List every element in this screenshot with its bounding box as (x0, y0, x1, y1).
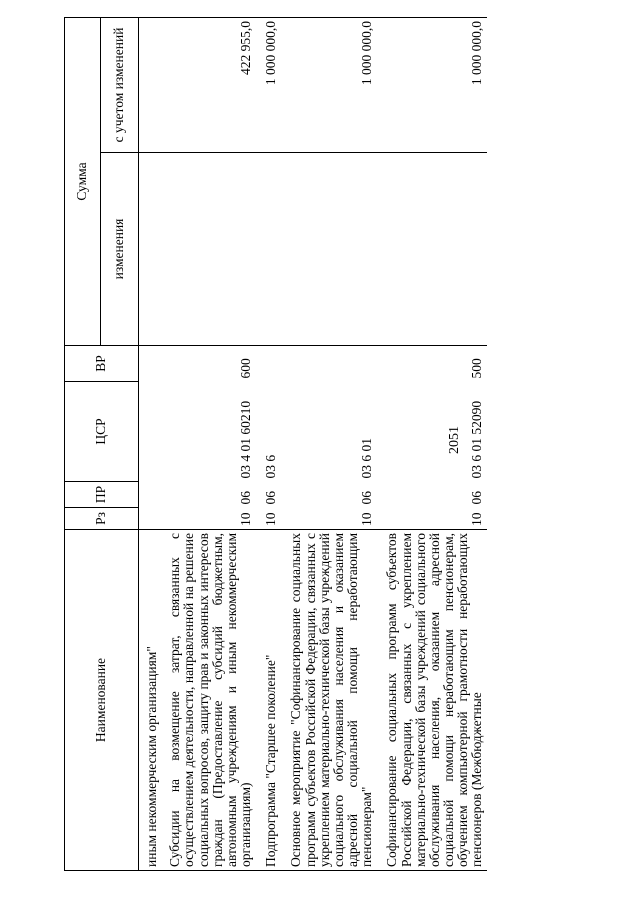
row-vr (139, 346, 160, 382)
row-rz: 10 (469, 512, 485, 526)
row-rz: 10 (263, 512, 279, 526)
row-changes (376, 153, 486, 346)
header-changes: изменения (101, 153, 139, 346)
row-changes (159, 153, 255, 346)
page-number: 2051 (447, 426, 462, 454)
row-csr: 03 4 01 60210 (238, 400, 254, 479)
table-row (159, 17, 255, 870)
row-csr: 03 6 01 (359, 438, 375, 479)
row-csr: 03 6 (263, 454, 279, 479)
header-vr: ВР (65, 346, 139, 382)
row-rz: 10 (359, 512, 375, 526)
header-rz: Рз (65, 508, 139, 530)
row-vr (255, 346, 280, 382)
table-row (280, 17, 376, 870)
header-with-changes: с учетом изменений (101, 17, 139, 152)
header-sum: Сумма (65, 17, 101, 345)
row-vr: 500 (376, 346, 486, 382)
row-total: 1 000 000,0 (280, 17, 376, 152)
row-name: Субсидии на возмещение затрат, связанных с осуществлением деятельности, направленной на решение социальных вопросов, защиту прав и законных интересов граждан (Предоставление субсидий бюджетным, автономным учреждениям и иным некоммерческим организациям) (159, 530, 255, 871)
budget-table (64, 17, 487, 871)
row-changes (280, 153, 376, 346)
row-rz: 10 (238, 512, 254, 526)
row-vr (280, 346, 376, 382)
row-pr: 06 (263, 491, 279, 505)
row-name: Софинансирование социальных программ субъектов Российской Федерации, связанных с укреплением материально-технической базы учреждений социального обслуживания населения, оказанием адресной социальной помощи неработающим пенсионерам, обучением компьютерной грамотности неработающих пенсионеров (Межбюджетные (376, 530, 486, 871)
row-name: Подпрограмма "Старшее поколение" (255, 530, 280, 871)
row-pr: 06 (469, 491, 485, 505)
table-row (255, 17, 280, 870)
table-row (139, 17, 160, 870)
row-pr: 06 (238, 491, 254, 505)
row-rz (139, 508, 160, 530)
header-csr: ЦСР (65, 382, 139, 482)
row-name: Основное мероприятие "Софинансирование социальных программ субъектов Российской Федерации, связанных с укреплением материально-технической базы учреждений социального обслуживания населения и оказанием адресной социальной помощи неработающим пенсионерам" (280, 530, 376, 871)
header-pr: ПР (65, 482, 139, 508)
table-row (376, 17, 486, 870)
row-csr (139, 382, 160, 482)
row-csr: 03 6 01 52090 (469, 400, 485, 479)
row-total (139, 17, 160, 152)
row-changes (255, 153, 280, 346)
row-vr: 600 (159, 346, 255, 382)
row-pr (139, 482, 160, 508)
row-total: 422 955,0 (159, 17, 255, 152)
row-changes (139, 153, 160, 346)
row-total: 1 000 000,0 (376, 17, 486, 152)
row-name: иным некоммерческим организациям" (139, 530, 160, 871)
row-pr: 06 (359, 491, 375, 505)
header-name: Наименование (65, 530, 139, 871)
row-total: 1 000 000,0 (255, 17, 280, 152)
